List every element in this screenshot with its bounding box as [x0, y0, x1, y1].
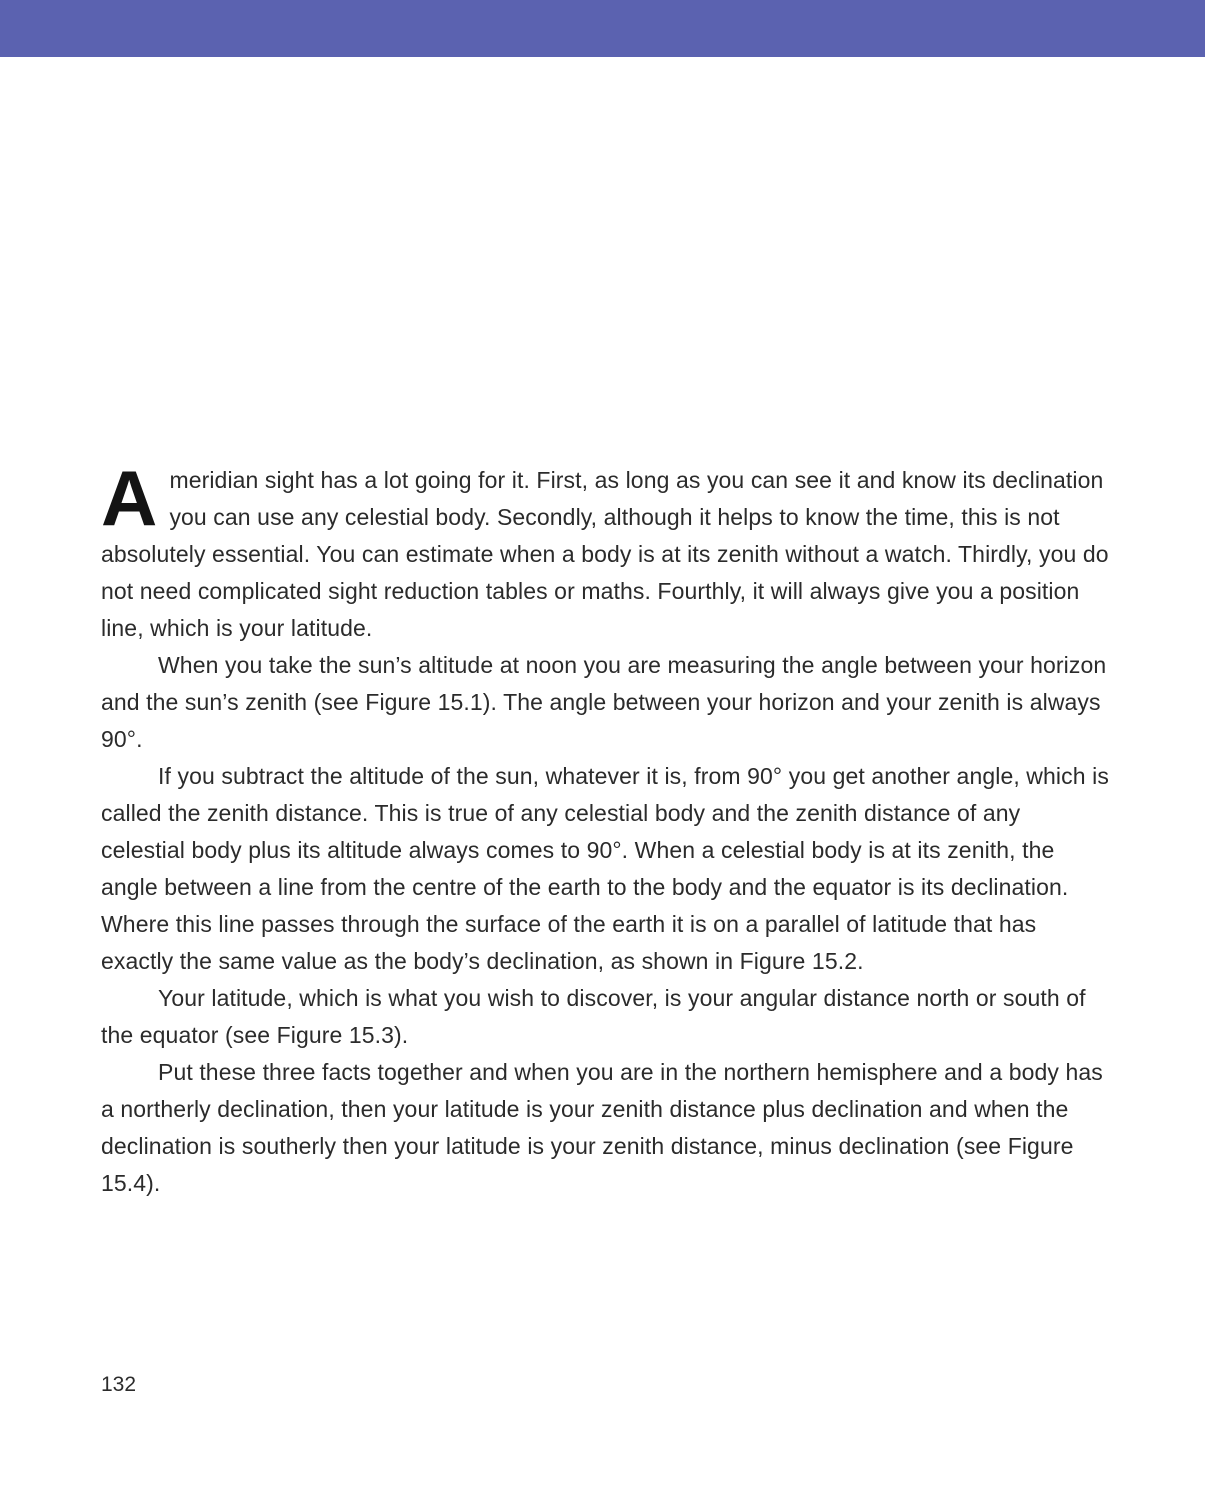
body-paragraph-4 — [101, 980, 1109, 1054]
body-paragraph-3 — [101, 758, 1109, 980]
paragraph-text-4: Your latitude, which is what you wish to discover, is your angular distance north or south of the equator (see Figure 15.3). — [101, 985, 1086, 1048]
page-number: 132 — [101, 1373, 137, 1396]
paragraph-text-2: When you take the sun’s altitude at noon you are measuring the angle between your horizon and the sun’s zenith (see Figure 15.1). The angle between your horizon and your zenith is always 90°. — [101, 652, 1107, 752]
paragraph-text-3: If you subtract the altitude of the sun, whatever it is, from 90° you get another angle, which is called the zenith distance. This is true of any celestial body and the zenith distance of any celestial body plus its altitude always comes to 90°. When a celestial body is at its zenith, the angle between a line from the centre of the earth to the body and the equator is its declination. Where this line passes through the surface of the earth it is on a parallel of latitude that has exactly the same value as the body’s declination, as shown in Figure 15.2. — [101, 763, 1109, 974]
body-paragraph-2 — [101, 647, 1109, 758]
body-text-block — [101, 454, 1109, 1202]
paragraph-text-1: meridian sight has a lot going for it. First, as long as you can see it and know its declination you can use any celestial body. Secondly, although it helps to know the time, this is not absolutely essential. You can estimate when a body is at its zenith without a watch. Thirdly, you do not need complicated sight reduction tables or maths. Fourthly, it will always give you a position line, which is your latitude. — [101, 467, 1109, 641]
header-band — [0, 0, 1205, 57]
drop-cap: A — [101, 454, 158, 542]
body-paragraph-1 — [101, 454, 1109, 647]
body-paragraph-5 — [101, 1054, 1109, 1202]
paragraph-text-5: Put these three facts together and when you are in the northern hemisphere and a body has a northerly declination, then your latitude is your zenith distance plus declination and when the declination is southerly then your latitude is your zenith distance, minus declination (see Figure 15.4). — [101, 1059, 1103, 1196]
